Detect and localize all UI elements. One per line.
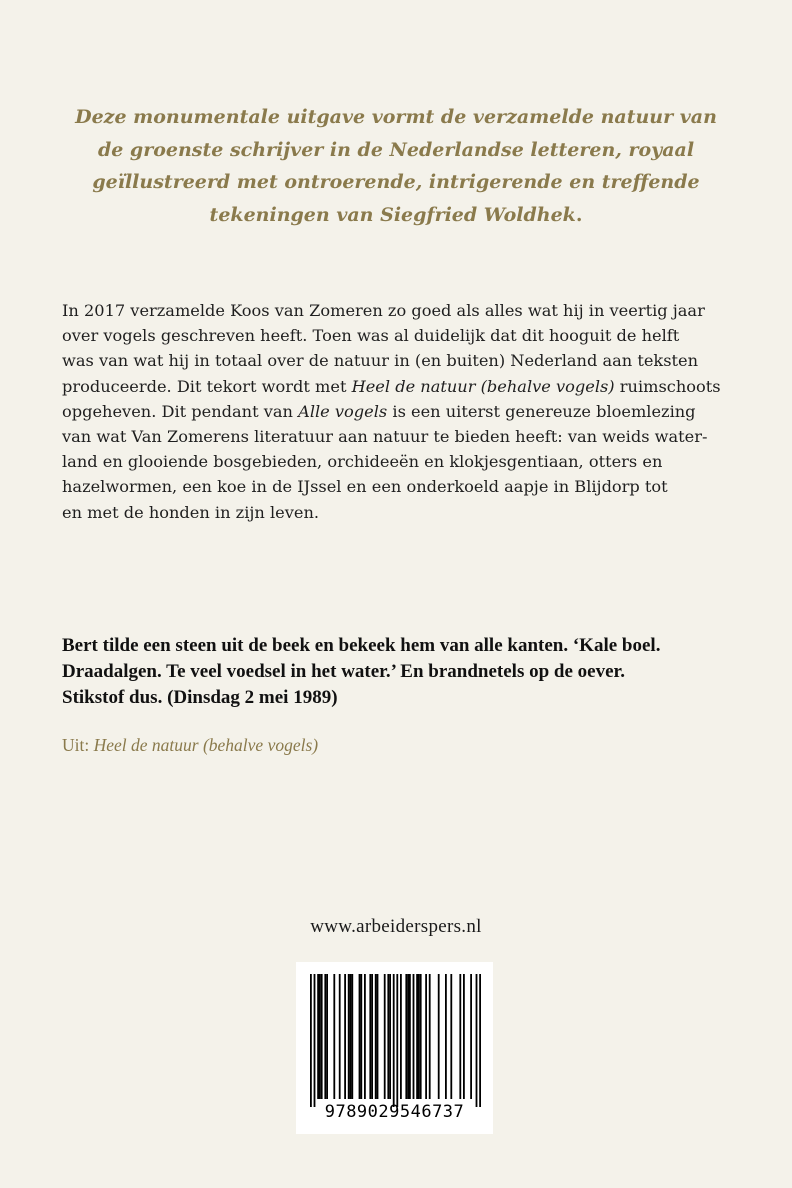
intro-line: geïllustreerd met ontroerende, intrigerende en treffende <box>92 171 700 193</box>
barcode-bar <box>384 974 386 1099</box>
barcode-bar <box>339 974 341 1099</box>
quote-line: Bert tilde een steen uit de beek en bekeek hem van alle kanten. ‘Kale boel. <box>62 635 661 656</box>
intro-line-period: . <box>575 203 583 226</box>
isbn-number: 9789029546737 <box>324 1102 465 1122</box>
body-line: land en glooiende bosgebieden, orchideeën en klokjesgentiaan, otters en <box>62 452 663 472</box>
barcode-bar <box>324 974 326 1099</box>
barcode-bar <box>400 974 402 1099</box>
book-title: Heel de natuur (behalve vogels) <box>351 376 615 396</box>
barcode-bar <box>326 974 328 1099</box>
barcode-bar <box>377 974 379 1099</box>
barcode-bar <box>360 974 362 1099</box>
barcode-bar <box>348 974 350 1099</box>
intro-line-text: tekeningen van Siegfried Woldhek <box>209 203 576 226</box>
barcode-bar <box>416 974 418 1099</box>
barcode-bar <box>369 974 371 1099</box>
barcode-bar <box>375 974 377 1099</box>
barcode-bar <box>459 974 461 1099</box>
body-text-span: is een uiterst genereuze bloemlezing <box>392 401 696 421</box>
barcode-bar <box>476 974 478 1107</box>
source-prefix: Uit: <box>62 735 90 755</box>
barcode-bar <box>317 974 319 1099</box>
barcode-bar <box>359 974 361 1099</box>
body-text-span: opgeheven. Dit pendant van <box>62 401 293 421</box>
body-line: en met de honden in zijn leven. <box>62 502 320 522</box>
publisher-website: www.arbeiderspers.nl <box>310 916 482 937</box>
barcode-bar <box>387 974 389 1099</box>
barcode-bar <box>350 974 352 1099</box>
body-paragraph <box>62 298 742 525</box>
barcode <box>296 962 493 1134</box>
barcode-bar <box>333 974 335 1099</box>
quote-line: Draadalgen. Te veel voedsel in het water.’ En brandnetels op de oever. <box>62 661 625 682</box>
barcode-bar <box>463 974 465 1099</box>
barcode-bar <box>344 974 346 1099</box>
barcode-bar <box>310 974 312 1107</box>
barcode-bar <box>418 974 420 1099</box>
intro-line <box>60 199 732 232</box>
body-line: van wat Van Zomerens literatuur aan natuur te bieden heeft: van weids water- <box>62 427 708 447</box>
source-title: Heel de natuur (behalve vogels) <box>93 735 319 755</box>
barcode-bar <box>364 974 366 1099</box>
body-line <box>62 374 742 399</box>
intro-line: Deze monumentale uitgave vormt de verzamelde natuur van <box>75 106 717 128</box>
barcode-bar <box>479 974 481 1107</box>
body-line: hazelwormen, een koe in de IJssel en een onderkoeld aapje in Blijdorp tot <box>62 477 668 497</box>
body-line: over vogels geschreven heeft. Toen was al duidelijk dat dit hooguit de helft <box>62 326 680 346</box>
barcode-bar <box>371 974 373 1099</box>
quote-line: Stikstof dus. (Dinsdag 2 mei 1989) <box>62 687 338 708</box>
body-line <box>62 399 742 424</box>
barcode-bar <box>470 974 472 1099</box>
barcode-bar <box>407 974 409 1099</box>
barcode-bar <box>425 974 427 1099</box>
barcode-bar <box>321 974 323 1099</box>
book-title: Alle vogels <box>298 401 388 421</box>
intro-blurb <box>60 101 732 231</box>
barcode-bar <box>409 974 411 1099</box>
body-text-span: produceerde. Dit tekort wordt met <box>62 376 347 396</box>
barcode-bar <box>445 974 447 1099</box>
barcode-bar <box>413 974 415 1099</box>
barcode-bar <box>351 974 353 1099</box>
body-line: In 2017 verzamelde Koos van Zomeren zo goed als alles wat hij in veertig jaar <box>62 301 705 320</box>
excerpt-quote <box>62 633 742 711</box>
body-text-span: ruimschoots <box>619 376 721 396</box>
intro-line: de groenste schrijver in de Nederlandse letteren, royaal <box>97 138 695 161</box>
barcode-bar <box>319 974 321 1099</box>
barcode-bar <box>420 974 422 1099</box>
barcode-bar <box>396 974 398 1107</box>
body-line: was van wat hij in totaal over de natuur in (en buiten) Nederland aan teksten <box>62 351 699 371</box>
barcode-bar <box>314 974 316 1107</box>
barcode-bar <box>393 974 395 1107</box>
barcode-bar <box>389 974 391 1099</box>
barcode-bar <box>450 974 452 1099</box>
barcode-bar <box>438 974 440 1099</box>
barcode-bar <box>429 974 431 1099</box>
excerpt-source <box>62 735 318 756</box>
barcode-bar <box>405 974 407 1099</box>
